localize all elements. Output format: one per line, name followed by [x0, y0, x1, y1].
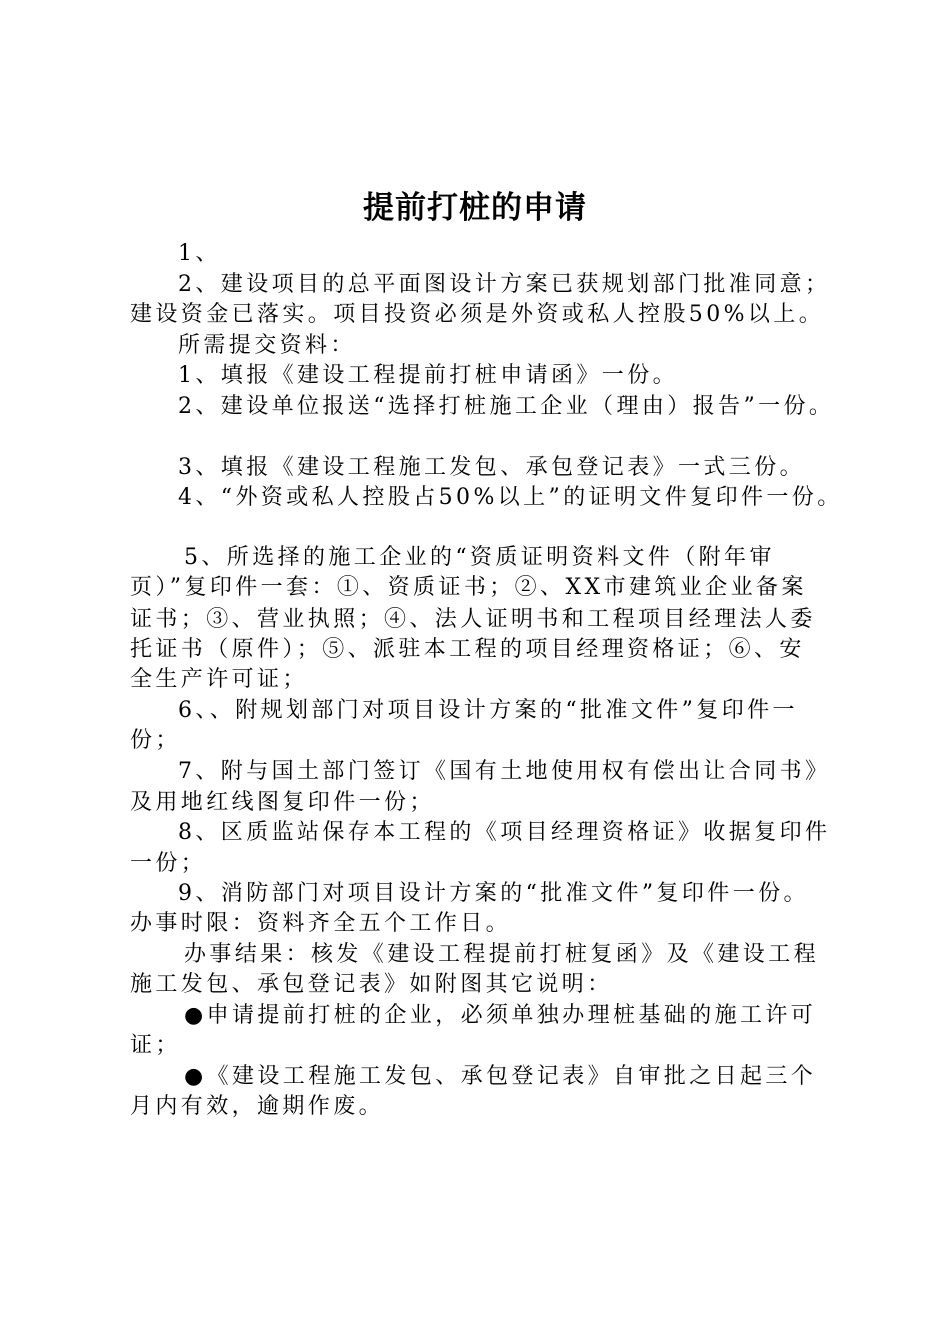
- paragraph-line: 8、区质监站保存本工程的《项目经理资格证》收据复印件: [178, 820, 831, 845]
- paragraph-line: 5、所选择的施工企业的“资质证明资料文件（附年审: [184, 545, 775, 570]
- paragraph-line: 证；: [130, 1033, 181, 1058]
- paragraph-line: 7、附与国土部门签订《国有土地使用权有偿出让合同书》: [178, 759, 831, 784]
- paragraph-line: 2、建设单位报送“选择打桩施工企业（理由）报告”一份。: [178, 394, 835, 419]
- paragraph-line: 1、: [178, 241, 221, 266]
- paragraph-line: 施工发包、承包登记表》如附图其它说明：: [130, 972, 613, 997]
- paragraph-line: 6、、附规划部门对项目设计方案的“批准文件”复印件一: [178, 698, 798, 723]
- paragraph-line: 4、“外资或私人控股占50%以上”的证明文件复印件一份。: [178, 485, 843, 510]
- bullet-line: ●申请提前打桩的企业，必须单独办理桩基础的施工许可: [184, 1003, 817, 1028]
- page-title: 提前打桩的申请: [363, 190, 587, 226]
- paragraph-line: 份；: [130, 728, 181, 753]
- paragraph-line: 3、填报《建设工程施工发包、承包登记表》一式三份。: [178, 455, 805, 480]
- paragraph-line: 一份；: [130, 851, 207, 876]
- bullet-line: ●《建设工程施工发包、承包登记表》自审批之日起三个: [184, 1064, 817, 1089]
- paragraph-line: 全生产许可证；: [130, 667, 308, 692]
- paragraph-line: 托证书（原件）；⑤、派驻本工程的项目经理资格证；⑥、安: [130, 637, 805, 662]
- paragraph-line: 建设资金已落实。项目投资必须是外资或私人控股50%以上。: [130, 302, 825, 327]
- paragraph-line: 证书；③、营业执照；④、法人证明书和工程项目经理法人委: [130, 607, 816, 632]
- paragraph-line: 办事结果：核发《建设工程提前打桩复函》及《建设工程: [184, 942, 820, 967]
- paragraph-line: 办事时限：资料齐全五个工作日。: [130, 911, 512, 936]
- paragraph-line: 页）”复印件一套：①、资质证书；②、XX市建筑业企业备案: [130, 575, 807, 600]
- paragraph-line: 9、消防部门对项目设计方案的“批准文件”复印件一份。: [178, 881, 809, 906]
- paragraph-line: 所需提交资料：: [178, 333, 356, 358]
- paragraph-line: 月内有效，逾期作废。: [130, 1094, 385, 1119]
- paragraph-line: 1、填报《建设工程提前打桩申请函》一份。: [178, 363, 678, 388]
- paragraph-line: 2、建设项目的总平面图设计方案已获规划部门批准同意；: [178, 272, 831, 297]
- paragraph-line: 及用地红线图复印件一份；: [130, 790, 435, 815]
